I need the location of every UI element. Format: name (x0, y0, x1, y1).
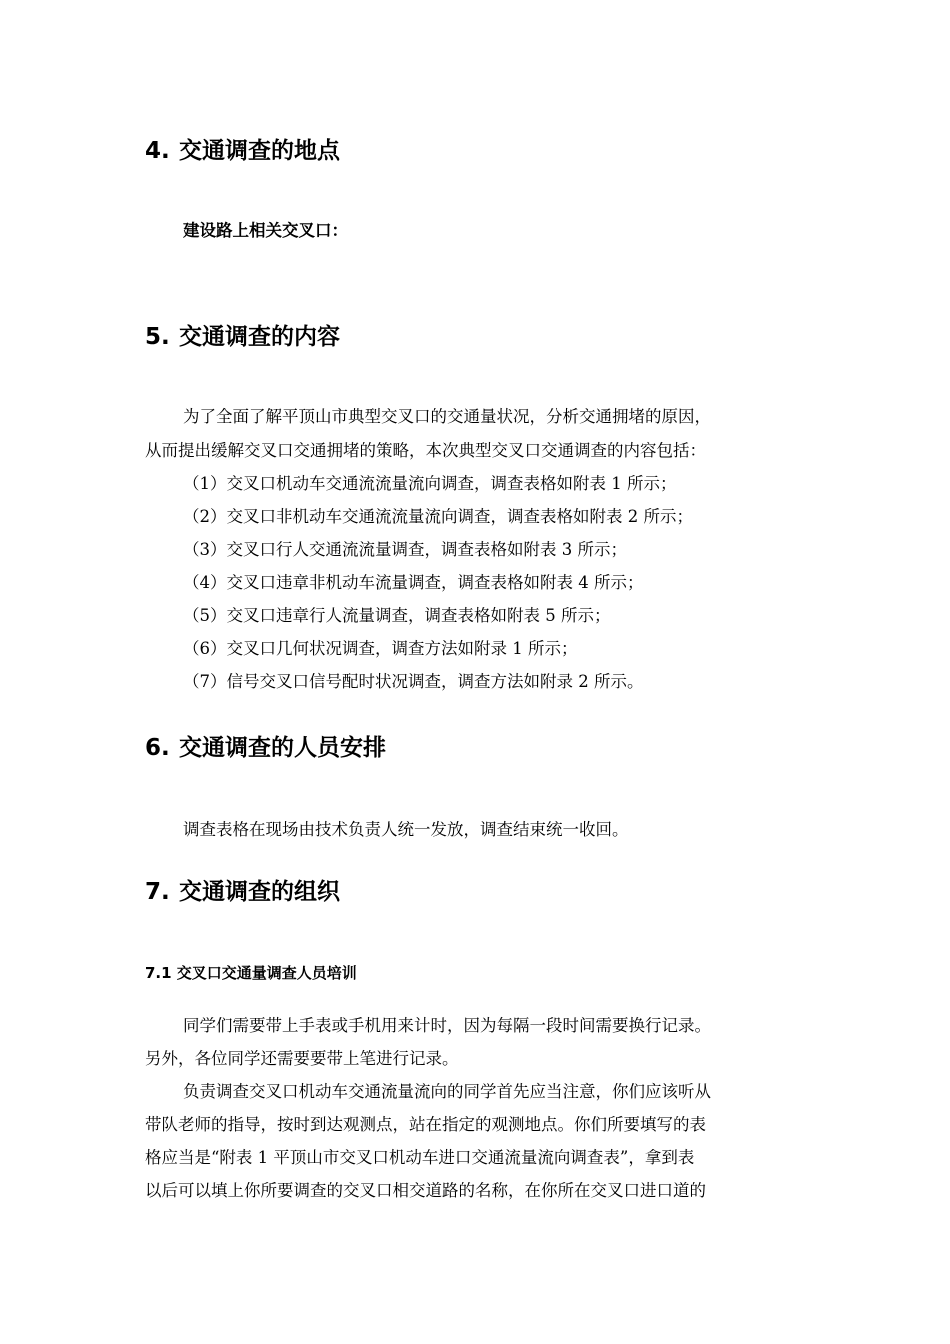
section-5-intro-line-2: 从而提出缓解交叉口交通拥堵的策略，本次典型交叉口交通调查的内容包括： (145, 441, 706, 460)
content-list-item: （2）交叉口非机动车交通流流量流向调查，调查表格如附表 2 所示； (183, 507, 693, 526)
section-5-intro-line-1: 为了全面了解平顶山市典型交叉口的交通量状况，分析交通拥堵的原因， (183, 407, 711, 426)
section-5-number: 5. (145, 324, 170, 350)
content-list-item: （6）交叉口几何状况调查，调查方法如附录 1 所示； (183, 639, 578, 658)
content-list-item: （1）交叉口机动车交通流流量流向调查，调查表格如附表 1 所示； (183, 474, 677, 493)
section-7-p2-line-4: 以后可以填上你所要调查的交叉口相交道路的名称，在你所在交叉口进口道的 (145, 1181, 706, 1200)
section-6-heading (145, 733, 386, 763)
content-list-item: （5）交叉口违章行人流量调查，调查表格如附表 5 所示； (183, 606, 611, 625)
section-7-heading (145, 877, 340, 907)
section-4-number: 4. (145, 138, 170, 164)
section-5-heading (145, 322, 340, 352)
section-5-title: 交通调查的内容 (179, 324, 340, 350)
content-list-item: （3）交叉口行人交通流流量调查，调查表格如附表 3 所示； (183, 540, 627, 559)
section-7-p1-line-2: 另外，各位同学还需要要带上笔进行记录。 (145, 1049, 459, 1068)
section-7-p2-line-2: 带队老师的指导，按时到达观测点，站在指定的观测地点。你们所要填写的表 (145, 1115, 706, 1134)
section-6-title: 交通调查的人员安排 (179, 735, 386, 761)
section-7-p2-line-1: 负责调查交叉口机动车交通流量流向的同学首先应当注意，你们应该听从 (183, 1082, 711, 1101)
section-4-heading (145, 136, 340, 166)
section-4-subheading: 建设路上相关交叉口： (183, 221, 348, 240)
section-7-p2-line-3: 格应当是“附表 1 平顶山市交叉口机动车进口交通流量流向调查表”，拿到表 (145, 1148, 695, 1167)
section-7-number: 7. (145, 879, 170, 905)
content-list-item: （4）交叉口违章非机动车流量调查，调查表格如附表 4 所示； (183, 573, 644, 592)
subsection-7-1-heading: 7.1 交叉口交通量调查人员培训 (145, 964, 357, 982)
section-4-title: 交通调查的地点 (179, 138, 340, 164)
content-list-item: （7）信号交叉口信号配时状况调查，调查方法如附录 2 所示。 (183, 672, 644, 691)
section-6-number: 6. (145, 735, 170, 761)
section-7-p1-line-1: 同学们需要带上手表或手机用来计时，因为每隔一段时间需要换行记录。 (183, 1016, 711, 1035)
section-7-title: 交通调查的组织 (179, 879, 340, 905)
section-6-text: 调查表格在现场由技术负责人统一发放，调查结束统一收回。 (183, 820, 629, 839)
